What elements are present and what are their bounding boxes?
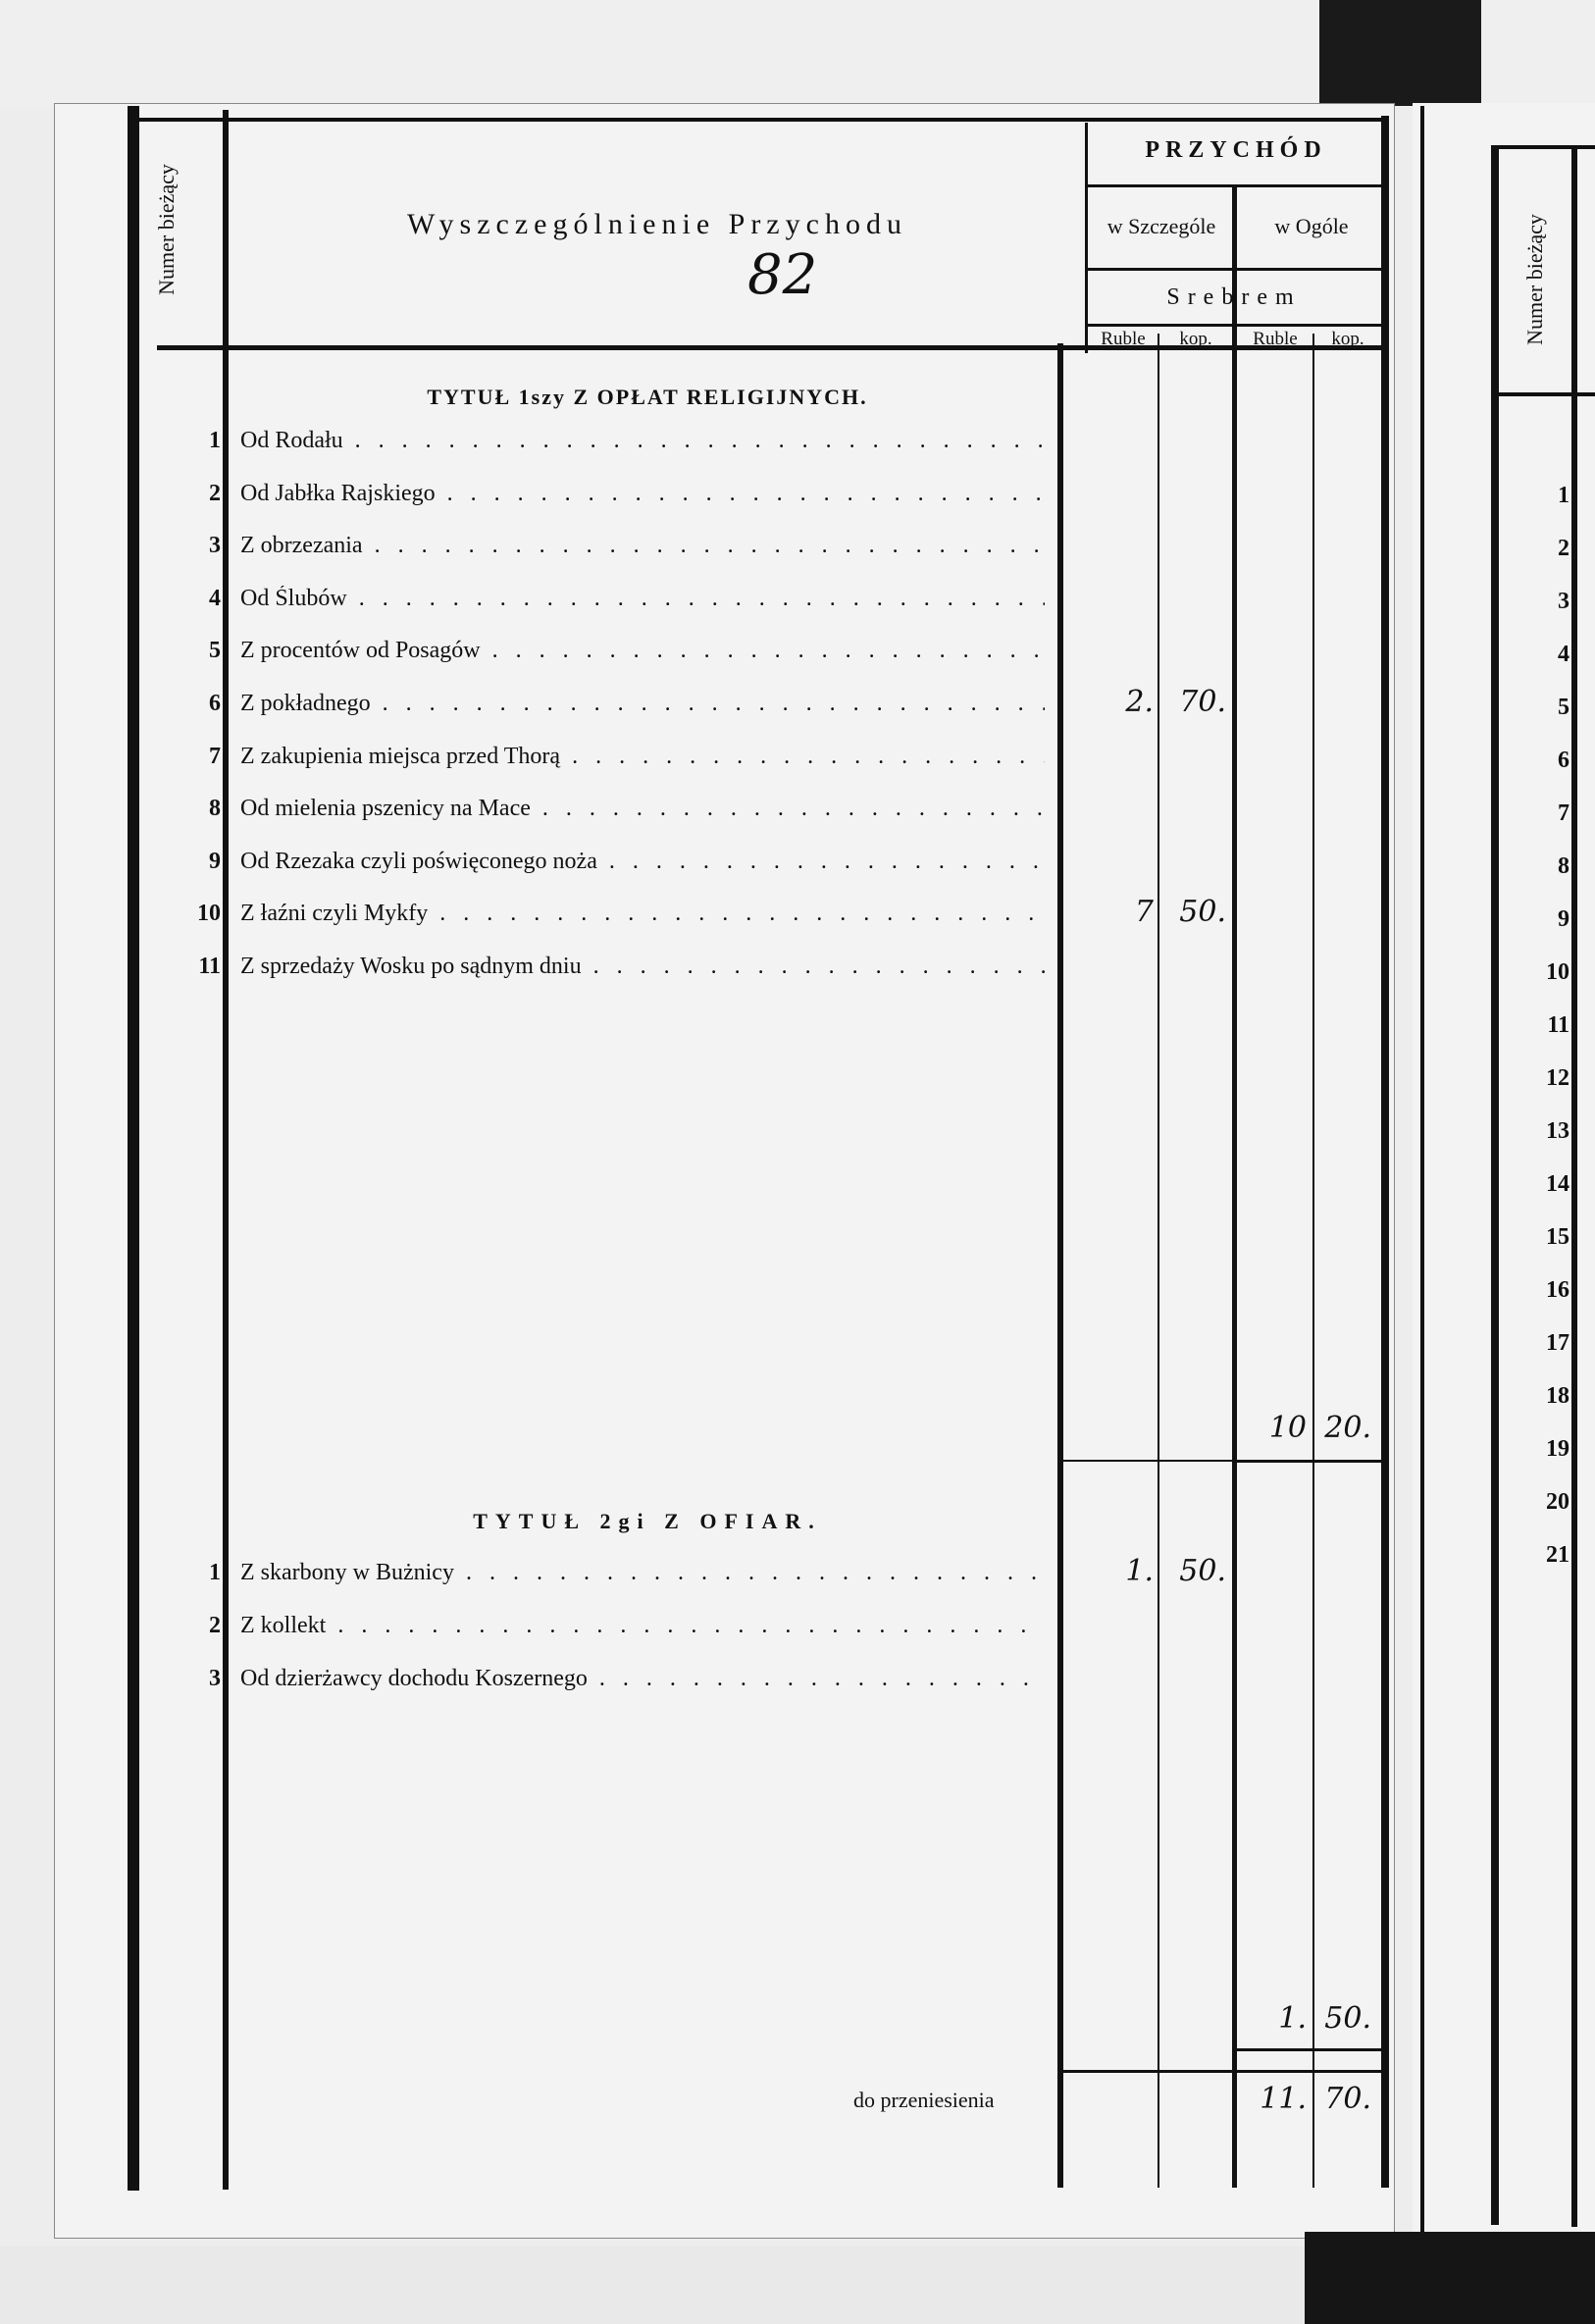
handwritten-page-number: 82	[747, 243, 818, 307]
kop-header-2: kop.	[1331, 329, 1364, 349]
row-number: 9	[209, 848, 221, 874]
row-kop-value: 50.	[1179, 895, 1226, 930]
row-description: Z skarbony w Bużnicy . . .	[240, 1560, 1045, 1586]
transfer-kop: 70.	[1324, 2082, 1371, 2116]
adjacent-page	[1413, 103, 1595, 2237]
page-title: Wyszczególnienie Przychodu	[407, 208, 907, 240]
adjacent-row-number: 19	[1546, 1436, 1569, 1462]
adjacent-row-number: 6	[1558, 748, 1569, 773]
scan-shadow-top	[1319, 0, 1481, 106]
row-number: 2	[209, 480, 221, 506]
row-kop-value: 50.	[1179, 1554, 1226, 1588]
adjacent-row-number: 8	[1558, 853, 1569, 879]
row-number: 2	[209, 1613, 221, 1638]
row-description: Z procentów od Posagów . . .	[240, 638, 1045, 664]
row-description: Z łaźni czyli Mykfy . . .	[240, 901, 1045, 927]
adjacent-row-number: 18	[1546, 1383, 1569, 1409]
adjacent-row-number: 13	[1546, 1118, 1569, 1144]
adjacent-rule-outer	[1491, 145, 1499, 2225]
adjacent-row-number: 14	[1546, 1171, 1569, 1197]
adjacent-row-number: 10	[1546, 959, 1569, 985]
adjacent-rule-number	[1571, 147, 1577, 2227]
adjacent-row-number: 16	[1546, 1277, 1569, 1303]
adjacent-row-number: 2	[1558, 536, 1569, 561]
row-description: Od mielenia pszenicy na Mace . . .	[240, 796, 1045, 822]
rule-ruble-kop-1	[1158, 334, 1159, 2188]
rule-subheads	[1085, 268, 1385, 271]
rule-transfer	[1063, 2070, 1385, 2073]
scan-shadow-bottom	[1305, 2232, 1595, 2324]
rule-right-outer	[1381, 116, 1389, 2188]
section-2-total-ruble: 1.	[1278, 2001, 1307, 2036]
adjacent-row-number: 17	[1546, 1330, 1569, 1356]
column-number-header: Numer bieżący	[154, 164, 180, 295]
transfer-label: do przeniesienia	[853, 2088, 995, 2112]
row-number: 1	[209, 1560, 221, 1585]
detail-header: w Szczególe	[1106, 214, 1216, 238]
adjacent-row-number: 15	[1546, 1224, 1569, 1250]
row-number: 10	[197, 901, 221, 927]
rule-total-2	[1232, 2048, 1385, 2051]
adjacent-row-number: 21	[1546, 1542, 1569, 1568]
row-number: 8	[209, 796, 221, 822]
adjacent-page-edge	[1420, 106, 1424, 2235]
row-number: 3	[209, 1666, 221, 1691]
adjacent-row-number: 4	[1558, 642, 1569, 667]
ruble-header-2: Ruble	[1253, 329, 1298, 349]
adjacent-row-number: 12	[1546, 1065, 1569, 1091]
income-header: PRZYCHÓD	[1145, 137, 1327, 163]
rule-ruble-kop-2	[1312, 334, 1314, 2188]
row-description: Z obrzezania . . .	[240, 533, 1045, 559]
row-number: 6	[209, 691, 221, 716]
row-kop-value: 70.	[1179, 685, 1226, 719]
section-1-title: TYTUŁ 1szy Z OPŁAT RELIGIJNYCH.	[427, 385, 868, 409]
rule-total-1-szczegole	[1063, 1460, 1232, 1462]
adjacent-row-number: 20	[1546, 1489, 1569, 1515]
ruble-header-1: Ruble	[1101, 329, 1146, 349]
rule-number-col	[223, 110, 229, 2190]
background-bottom	[0, 2247, 1305, 2324]
transfer-ruble: 11.	[1260, 2082, 1307, 2116]
currency-header: Srebrem	[1166, 284, 1302, 310]
adjacent-row-number: 7	[1558, 800, 1569, 826]
row-description: Od Jabłka Rajskiego . . .	[240, 481, 1045, 507]
rule-description-col	[1057, 343, 1063, 2188]
adjacent-row-number: 5	[1558, 695, 1569, 720]
rule-total-1-ogole	[1232, 1460, 1385, 1463]
ledger-page	[54, 103, 1395, 2239]
total-header: w Ogóle	[1274, 214, 1349, 238]
section-2-title: TYTUŁ 2gi Z OFIAR.	[473, 1509, 822, 1533]
adjacent-column-number-header: Numer bieżący	[1522, 214, 1548, 345]
row-description: Z pokładnego . . .	[240, 691, 1045, 717]
row-description: Od Ślubów . . .	[240, 586, 1045, 612]
section-1-total-kop: 20.	[1324, 1411, 1371, 1445]
row-ruble-value: 7	[1134, 895, 1154, 930]
adjacent-row-number: 9	[1558, 906, 1569, 932]
row-description: Z sprzedaży Wosku po sądnym dniu . . .	[240, 954, 1045, 980]
row-ruble-value: 1.	[1125, 1554, 1154, 1588]
row-number: 5	[209, 638, 221, 664]
row-description: Od Rzezaka czyli poświęconego noża . . .	[240, 849, 1045, 875]
section-1-total-ruble: 10	[1268, 1411, 1307, 1445]
row-number: 11	[198, 954, 221, 979]
adjacent-rule-top	[1497, 145, 1595, 149]
rule-left-outer	[128, 106, 139, 2191]
rule-top	[139, 118, 1387, 122]
rule-szczegole-ogole	[1232, 186, 1237, 2188]
row-number: 7	[209, 743, 221, 769]
row-number: 4	[209, 585, 221, 611]
rule-przychod	[1085, 184, 1385, 187]
row-description: Z kollekt . . .	[240, 1613, 1045, 1639]
row-description: Od Rodału . . .	[240, 428, 1045, 454]
row-ruble-value: 2.	[1125, 685, 1154, 719]
section-2-total-kop: 50.	[1324, 2001, 1371, 2036]
row-description: Z zakupienia miejsca przed Thorą . . .	[240, 744, 1045, 770]
kop-header-1: kop.	[1179, 329, 1212, 349]
row-description: Od dzierżawcy dochodu Koszernego . . .	[240, 1666, 1045, 1692]
row-number: 3	[209, 533, 221, 559]
adjacent-row-number: 3	[1558, 589, 1569, 614]
rule-srebrem	[1085, 324, 1385, 327]
adjacent-row-number: 11	[1547, 1012, 1569, 1038]
row-number: 1	[209, 428, 221, 453]
adjacent-row-number: 1	[1558, 483, 1569, 508]
